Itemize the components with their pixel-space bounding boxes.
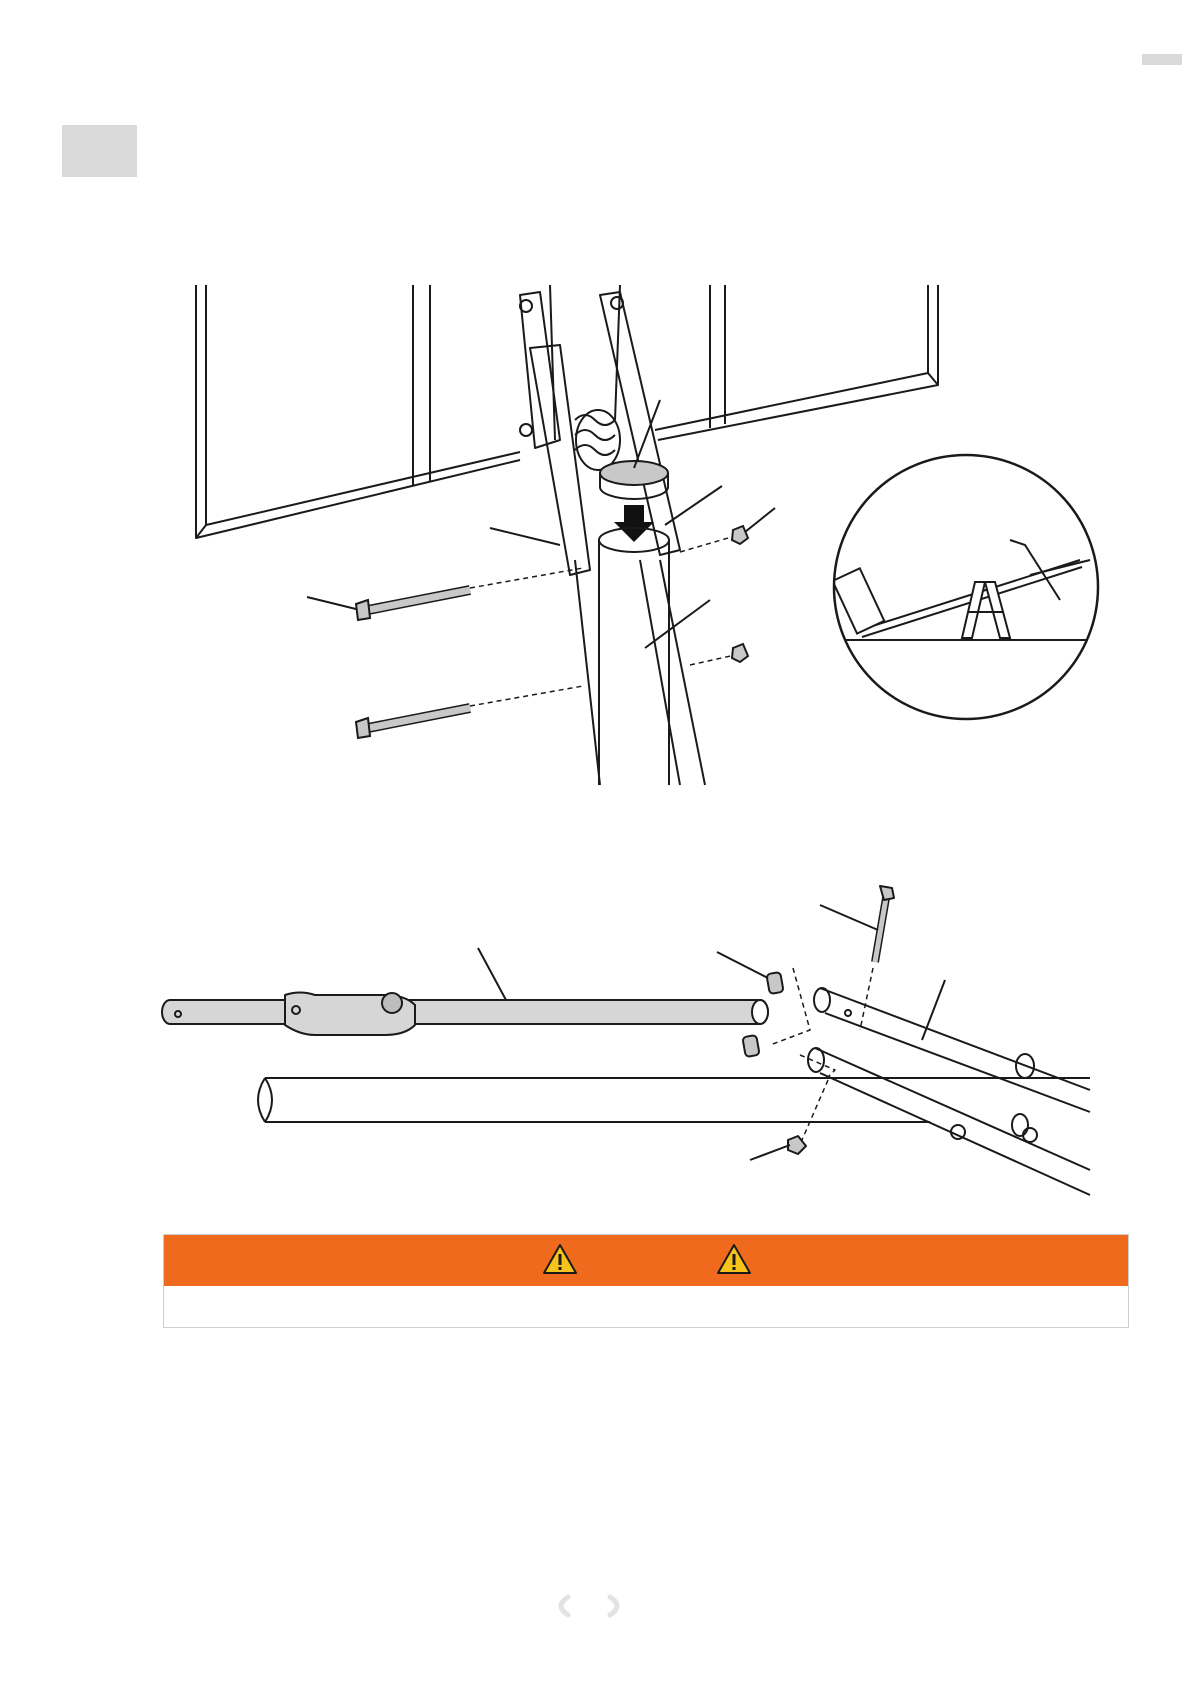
warning-triangle-icon (716, 1243, 752, 1275)
warning-text (164, 1286, 1128, 1328)
warning-header (164, 1235, 1128, 1286)
warning-triangle-icon (542, 1243, 578, 1275)
diagonal-legs (808, 988, 1090, 1195)
chevron-right-icon[interactable] (606, 1594, 628, 1618)
warning-box (163, 1234, 1129, 1328)
upper-pole (162, 993, 768, 1036)
chevron-left-icon[interactable] (550, 1594, 572, 1618)
